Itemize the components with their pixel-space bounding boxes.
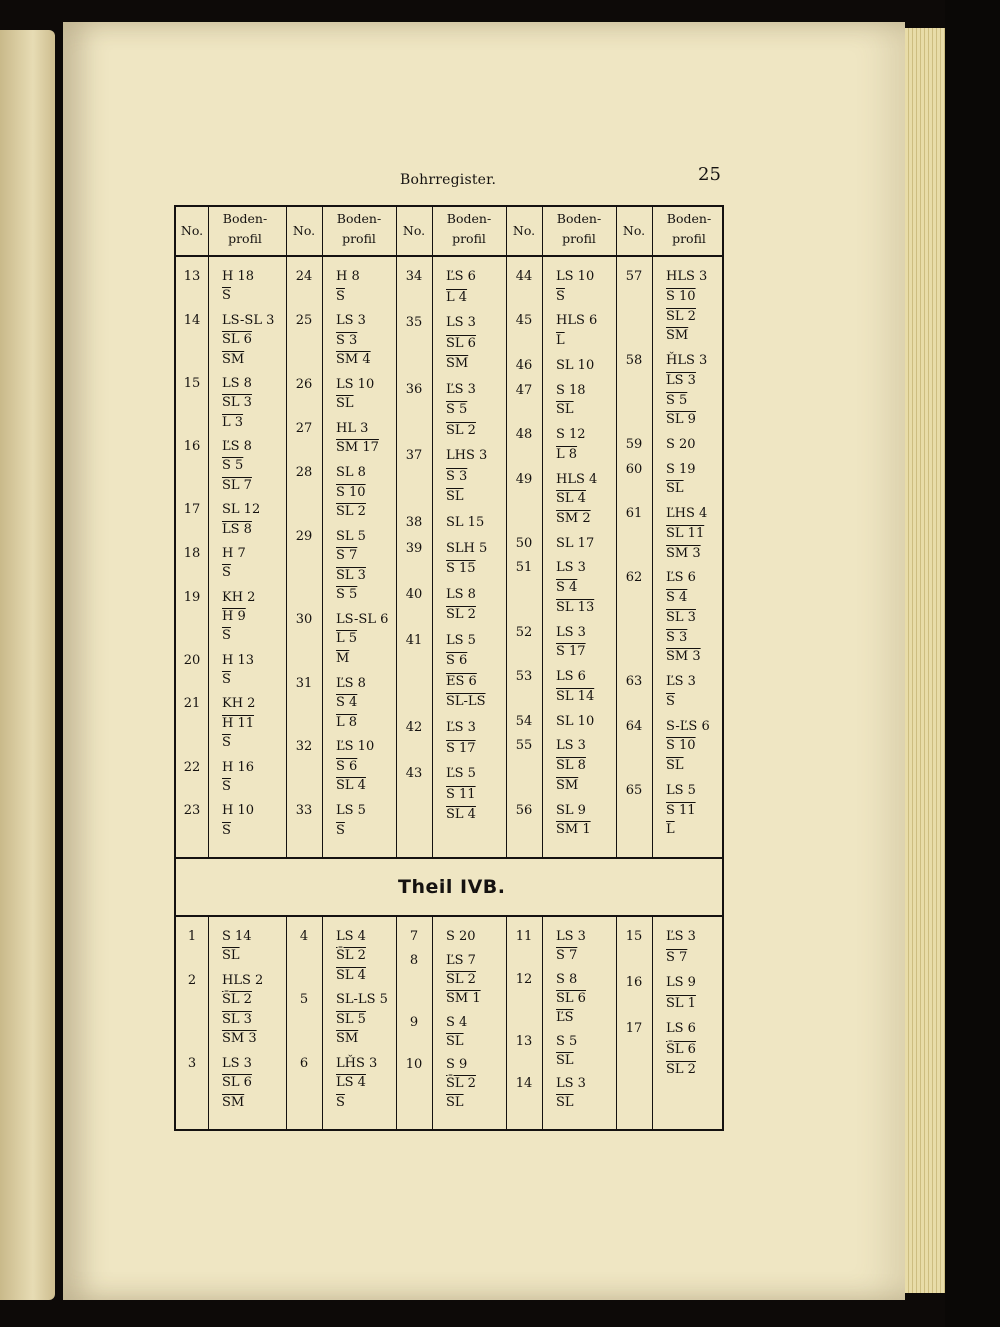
page-stack-edge [905, 28, 945, 1293]
profile-layer: LS 5 [336, 802, 366, 818]
entry-number: 52 [515, 624, 533, 640]
entry-number: 3 [187, 1055, 197, 1071]
profile-layer: H 7 [222, 545, 246, 561]
profile-layer: LS 3 [556, 560, 586, 576]
entry-number: 20 [183, 652, 201, 668]
profile-layer: $\overline{SL}$ [666, 758, 684, 774]
column-rule [432, 915, 433, 1129]
entry-number: 8 [409, 952, 419, 968]
entry-number: 26 [295, 376, 313, 392]
entry-number: 58 [625, 352, 643, 368]
profile-layer: $\overline{SL}$ [556, 1052, 574, 1068]
entry-number: 54 [515, 713, 533, 729]
profile-layer: SL 3 [222, 1011, 252, 1027]
profile-layer: SL-LS 5 [336, 992, 388, 1008]
background-dark [945, 0, 1000, 1327]
profile-layer: S 11 [446, 786, 476, 802]
profile-layer: SL 2 [666, 1062, 696, 1078]
profile-layer: S 7 [336, 548, 358, 564]
entry-number: 33 [295, 802, 313, 818]
profile-layer: SL 4 [336, 778, 366, 794]
profile-layer: SL 4 [446, 807, 476, 823]
entry-number: 41 [405, 632, 423, 648]
entry-number: 36 [405, 381, 423, 397]
profile-layer: SL 2 [446, 422, 476, 438]
section-title: Theil IVB. [398, 876, 506, 898]
profile-layer: S 12 [556, 427, 586, 443]
column-rule [506, 915, 507, 1129]
header-no: No. [512, 223, 536, 238]
profile-layer: SLH 5 [446, 540, 488, 556]
profile-layer: S 6 [336, 758, 358, 774]
profile-layer: SL 6 [222, 1075, 252, 1091]
profile-layer: S 5 [446, 402, 468, 418]
entry-number: 4 [299, 929, 309, 944]
profile-layer: H 11 [222, 715, 255, 731]
profile-layer: LS 3 [666, 372, 696, 388]
profile-layer: S 5 [666, 392, 688, 408]
header-boden-profil: Boden- profil [336, 211, 382, 246]
profile-layer: ĽS 8 [336, 675, 366, 691]
profile-layer: $\overline{SM}$ [222, 1094, 245, 1110]
profile-layer: S 4 [446, 1014, 468, 1030]
entry-number: 30 [295, 611, 313, 627]
entry-number: 18 [183, 545, 201, 561]
entry-number: 29 [295, 528, 313, 544]
profile-layer: ĽS 7 [446, 952, 476, 968]
profile-layer: SL-LS [446, 694, 486, 710]
entry-number: 47 [515, 382, 533, 398]
profile-layer: LS 3 [222, 1055, 252, 1071]
header-no: No. [402, 223, 426, 238]
profile-layer: LHS 3 [446, 448, 488, 464]
profile-layer: LS 3 [336, 313, 366, 329]
profile-layer: ES 6 [446, 673, 477, 689]
profile-layer: LS 5 [446, 632, 476, 648]
entry-number: 22 [183, 759, 201, 775]
profile-layer: S-ĽS 6 [666, 718, 710, 734]
profile-layer: S 10 [666, 288, 696, 304]
profile-layer: SL 2 [446, 971, 476, 987]
profile-layer: $\overline{S}$ [222, 735, 231, 751]
entry-number: 17 [183, 502, 201, 518]
profile-layer: SM 3 [222, 1031, 257, 1047]
column-rule [616, 207, 617, 857]
entry-number: 51 [515, 560, 533, 576]
profile-layer: HLS 6 [556, 313, 598, 329]
profile-layer: SL 5 [336, 1011, 366, 1027]
profile-layer: LS-SL 3 [222, 312, 275, 328]
profile-layer: LS 10 [556, 269, 595, 284]
entry-number: 35 [405, 315, 423, 331]
entry-number: 17 [625, 1021, 643, 1037]
profile-layer: $\overline{SL}$ [446, 1033, 464, 1049]
profile-layer: ĽS 6 [446, 269, 476, 284]
entry-number: 28 [295, 464, 313, 480]
entry-number: 16 [183, 439, 201, 454]
header-boden-profil: Boden- profil [446, 211, 492, 246]
entry-number: 43 [405, 766, 423, 782]
entry-number: 56 [515, 802, 533, 818]
profile-layer: $\overline{S}$ [336, 288, 345, 304]
profile-layer: S 19 [666, 461, 696, 477]
profile-layer: KH 2 [222, 696, 256, 712]
entry-number: 63 [625, 674, 643, 690]
profile-layer: SL 12 [222, 502, 261, 518]
entry-number: 14 [183, 312, 201, 328]
profile-layer: S 3 [446, 468, 468, 484]
profile-layer: LS 6 [666, 1021, 696, 1037]
profile-layer: ĽS 3 [446, 720, 476, 735]
profile-layer: LS 3 [556, 1076, 586, 1092]
profile-layer: S 3 [666, 629, 688, 645]
profile-layer: S 10 [336, 484, 366, 500]
profile-layer: S 18 [556, 382, 586, 398]
entry-number: 16 [625, 975, 643, 991]
profile-layer: $\overline{S}$ [222, 288, 231, 304]
profile-layer: KH 2 [222, 589, 256, 605]
profile-layer: SL 7 [222, 477, 252, 493]
profile-layer: LS 3 [446, 315, 476, 331]
header-boden-profil: Boden- profil [222, 211, 268, 246]
header-boden-profil: Boden- profil [666, 211, 712, 246]
profile-layer: $\overline{S}$ [222, 628, 231, 644]
profile-layer: S 20 [446, 929, 476, 944]
page-number: 25 [698, 164, 721, 185]
profile-layer: ĽHS 4 [666, 506, 708, 522]
profile-layer: H 13 [222, 652, 255, 668]
entry-number: 12 [515, 971, 533, 987]
profile-layer: $\overline{SL}$ [556, 402, 574, 418]
profile-layer: S 5 [222, 458, 244, 474]
entry-number: 1 [187, 929, 197, 944]
profile-layer: SL 2 [666, 308, 696, 324]
profile-layer: $\overline{S}$ [222, 779, 231, 794]
column-rule [286, 915, 287, 1129]
profile-layer: LS 5 [666, 782, 696, 798]
profile-layer: LȞS 3 [336, 1055, 378, 1071]
profile-layer: ĽS 8 [222, 439, 252, 454]
column-rule [652, 207, 653, 857]
profile-layer: $\overline{M}$ [336, 651, 350, 667]
profile-layer: SM 1 [446, 990, 481, 1006]
profile-layer: $\overline{L}$ [666, 822, 675, 838]
entry-number: 50 [515, 535, 533, 551]
entry-number: 49 [515, 471, 533, 487]
entry-number: 6 [299, 1055, 309, 1071]
profile-layer: SM 1 [556, 822, 591, 838]
profile-layer: SM 3 [666, 649, 701, 665]
profile-layer: H 8 [336, 269, 360, 284]
entry-number: 23 [183, 803, 201, 819]
profile-layer: H 10 [222, 803, 255, 819]
profile-layer: L 5 [336, 631, 358, 647]
profile-layer: HLS 4 [556, 471, 598, 487]
profile-layer: SL 2 [446, 607, 476, 623]
entry-number: 5 [299, 992, 309, 1008]
profile-layer: S 8 [556, 971, 578, 987]
profile-layer: $\overline{S}$ [222, 565, 231, 581]
profile-layer: ĽS 6 [666, 570, 696, 586]
entry-number: 38 [405, 515, 423, 530]
profile-layer: LS 4 [336, 1075, 366, 1091]
entry-number: 65 [625, 782, 643, 798]
profile-layer: SL 5 [336, 528, 366, 544]
profile-layer: $\overline{L}$ [556, 333, 565, 349]
profile-layer: $\overline{S}$ [336, 1094, 345, 1110]
profile-layer: SL 9 [666, 412, 696, 428]
column-rule [208, 915, 209, 1129]
profile-layer: $\overline{S}$ [222, 672, 231, 688]
profile-layer: S 7 [556, 948, 578, 963]
profile-layer: SL 6 [556, 990, 586, 1006]
entry-number: 37 [405, 448, 423, 464]
profile-layer: SL 11 [666, 525, 705, 541]
profile-layer: S 4 [336, 695, 358, 711]
profile-layer: $\overline{S}$ [556, 288, 565, 304]
profile-layer: SL 15 [446, 515, 485, 530]
profile-layer: SL 13 [556, 599, 595, 615]
entry-number: 53 [515, 669, 533, 685]
profile-layer: LS 10 [336, 376, 375, 392]
profile-layer: $\overline{ĽS}$ [556, 1009, 574, 1025]
entry-number: 62 [625, 570, 643, 586]
profile-layer: SL 3 [666, 609, 696, 625]
profile-layer: ĽS 10 [336, 739, 375, 755]
profile-layer: HLS 2 [222, 972, 264, 988]
profile-layer: H 18 [222, 269, 255, 284]
header-no: No. [180, 223, 204, 238]
entry-number: 15 [183, 375, 201, 391]
profile-layer: L 3 [222, 414, 244, 430]
profile-layer: SM 4 [336, 352, 371, 368]
profile-layer: H 9 [222, 609, 246, 624]
profile-layer: SL 10 [556, 357, 595, 373]
profile-layer: SM 2 [556, 511, 591, 527]
profile-layer: LS 8 [222, 521, 252, 537]
entry-number: 61 [625, 506, 643, 522]
profile-layer: LS 8 [222, 375, 252, 391]
profile-layer: LS 3 [556, 929, 586, 944]
column-rule [432, 207, 433, 857]
profile-layer: S 3 [336, 332, 358, 348]
profile-layer: $\overline{SM}$ [446, 356, 469, 372]
profile-layer: LS 3 [556, 738, 586, 754]
entry-number: 31 [295, 675, 313, 691]
column-rule [396, 207, 397, 857]
entry-number: 2 [187, 972, 197, 988]
profile-layer: SL 3 [222, 395, 252, 411]
profile-layer: ȞLS 3 [666, 352, 708, 368]
profile-layer: $\overline{SM}$ [666, 328, 689, 344]
profile-layer: $\overline{SL}$ [666, 481, 684, 497]
profile-layer: SL 4 [336, 967, 366, 983]
profile-layer: SL 8 [336, 464, 366, 480]
profile-layer: ĽS 3 [666, 674, 696, 690]
profile-layer: S 6 [446, 653, 468, 669]
profile-layer: SL 6 [446, 335, 476, 351]
profile-layer: S̄L 2 [336, 948, 366, 964]
profile-layer: S 5 [336, 587, 358, 603]
entry-number: 44 [515, 269, 533, 284]
entry-number: 48 [515, 427, 533, 443]
header-no: No. [622, 223, 646, 238]
profile-layer: H 16 [222, 759, 255, 775]
profile-layer: L 8 [336, 714, 358, 730]
profile-layer: ĽS 3 [666, 929, 696, 944]
entry-number: 60 [625, 461, 643, 477]
entry-number: 27 [295, 420, 313, 436]
entry-number: 10 [405, 1057, 423, 1073]
column-rule [208, 207, 209, 857]
profile-layer: $\overline{SL}$ [222, 948, 240, 964]
entry-number: 40 [405, 586, 423, 602]
column-rule [322, 915, 323, 1129]
profile-layer: LS 3 [556, 624, 586, 640]
profile-layer: SL 9 [556, 802, 586, 818]
profile-layer: S 10 [666, 738, 696, 754]
profile-layer: SM 3 [666, 545, 701, 561]
profile-layer: SL 1 [666, 995, 696, 1011]
profile-layer: S 4 [556, 580, 578, 596]
running-head: Bohrregister. [400, 172, 497, 188]
profile-layer: ĽS 3 [446, 381, 476, 397]
entry-number: 24 [295, 269, 313, 284]
column-rule [542, 207, 543, 857]
section-rule-top [176, 857, 722, 859]
entry-number: 19 [183, 589, 201, 605]
profile-layer: SL 4 [556, 491, 586, 507]
profile-layer: SL 8 [556, 758, 586, 774]
profile-layer: S 4 [666, 590, 688, 606]
profile-layer: S 15 [446, 561, 476, 577]
entry-number: 32 [295, 739, 313, 755]
entry-number: 59 [625, 436, 643, 452]
profile-layer: $\overline{SM}$ [222, 351, 245, 367]
profile-layer: S 11 [666, 802, 696, 818]
column-rule [506, 207, 507, 857]
drilling-register-table [174, 205, 724, 1131]
entry-number: 14 [515, 1076, 533, 1092]
column-rule [652, 915, 653, 1129]
profile-layer: S 20 [666, 436, 696, 452]
profile-layer: LS 8 [446, 586, 476, 602]
entry-number: 15 [625, 929, 643, 944]
profile-layer: S 14 [222, 929, 252, 944]
left-page-edge [0, 30, 55, 1300]
column-rule [542, 915, 543, 1129]
profile-layer: S̄L 2 [446, 1076, 476, 1092]
entry-number: 11 [515, 929, 533, 944]
profile-layer: SL 10 [556, 713, 595, 729]
entry-number: 57 [625, 269, 643, 284]
profile-layer: HLS 3 [666, 269, 708, 284]
profile-layer: SL 2 [336, 504, 366, 520]
profile-layer: $\overline{SL}$ [336, 396, 354, 412]
profile-layer: $\overline{SL}$ [556, 1095, 574, 1111]
profile-layer: S 17 [556, 644, 586, 660]
entry-number: 46 [515, 357, 533, 373]
profile-layer: SL 14 [556, 688, 595, 704]
profile-layer: SM 17 [336, 440, 379, 456]
profile-layer: S 17 [446, 740, 476, 756]
entry-number: 7 [409, 929, 419, 944]
header-no: No. [292, 223, 316, 238]
profile-layer: S̄L 2 [222, 992, 252, 1008]
header-boden-profil: Boden- profil [556, 211, 602, 246]
entry-number: 39 [405, 540, 423, 556]
profile-layer: S̄L 6 [666, 1041, 696, 1057]
profile-layer: S 7 [666, 949, 688, 965]
profile-layer: SL 17 [556, 535, 595, 551]
profile-layer: ĽS 5 [446, 766, 476, 782]
entry-number: 55 [515, 738, 533, 754]
entry-number: 25 [295, 313, 313, 329]
profile-layer: L 8 [556, 446, 578, 462]
profile-layer: $\overline{SL}$ [446, 489, 464, 505]
profile-layer: S 5 [556, 1033, 578, 1049]
entry-number: 64 [625, 718, 643, 734]
profile-layer: HL 3 [336, 420, 369, 436]
entry-number: 34 [405, 269, 423, 284]
entry-number: 9 [409, 1014, 419, 1030]
profile-layer: $\overline{SL}$ [446, 1095, 464, 1111]
profile-layer: SL 6 [222, 332, 252, 348]
entry-number: 21 [183, 696, 201, 712]
profile-layer: $\overline{SM}$ [556, 777, 579, 793]
profile-layer: SL 3 [336, 567, 366, 583]
entry-number: 13 [515, 1033, 533, 1049]
profile-layer: $\overline{SM}$ [336, 1031, 359, 1047]
profile-layer: $\overline{S}$ [222, 822, 231, 838]
profile-layer: S 9 [446, 1057, 468, 1073]
section-rule-bottom [176, 915, 722, 917]
column-rule [322, 207, 323, 857]
profile-layer: $\overline{S}$ [666, 693, 675, 709]
profile-layer: LS 6 [556, 669, 586, 685]
entry-number: 42 [405, 720, 423, 735]
header-rule [176, 255, 722, 257]
profile-layer: $\overline{S}$ [336, 822, 345, 838]
profile-layer: LS 9 [666, 975, 696, 991]
entry-number: 13 [183, 269, 201, 284]
profile-layer: LS-SL 6 [336, 611, 389, 627]
entry-number: 45 [515, 313, 533, 329]
profile-layer: LS 4 [336, 929, 366, 944]
profile-layer: L 4 [446, 289, 468, 305]
